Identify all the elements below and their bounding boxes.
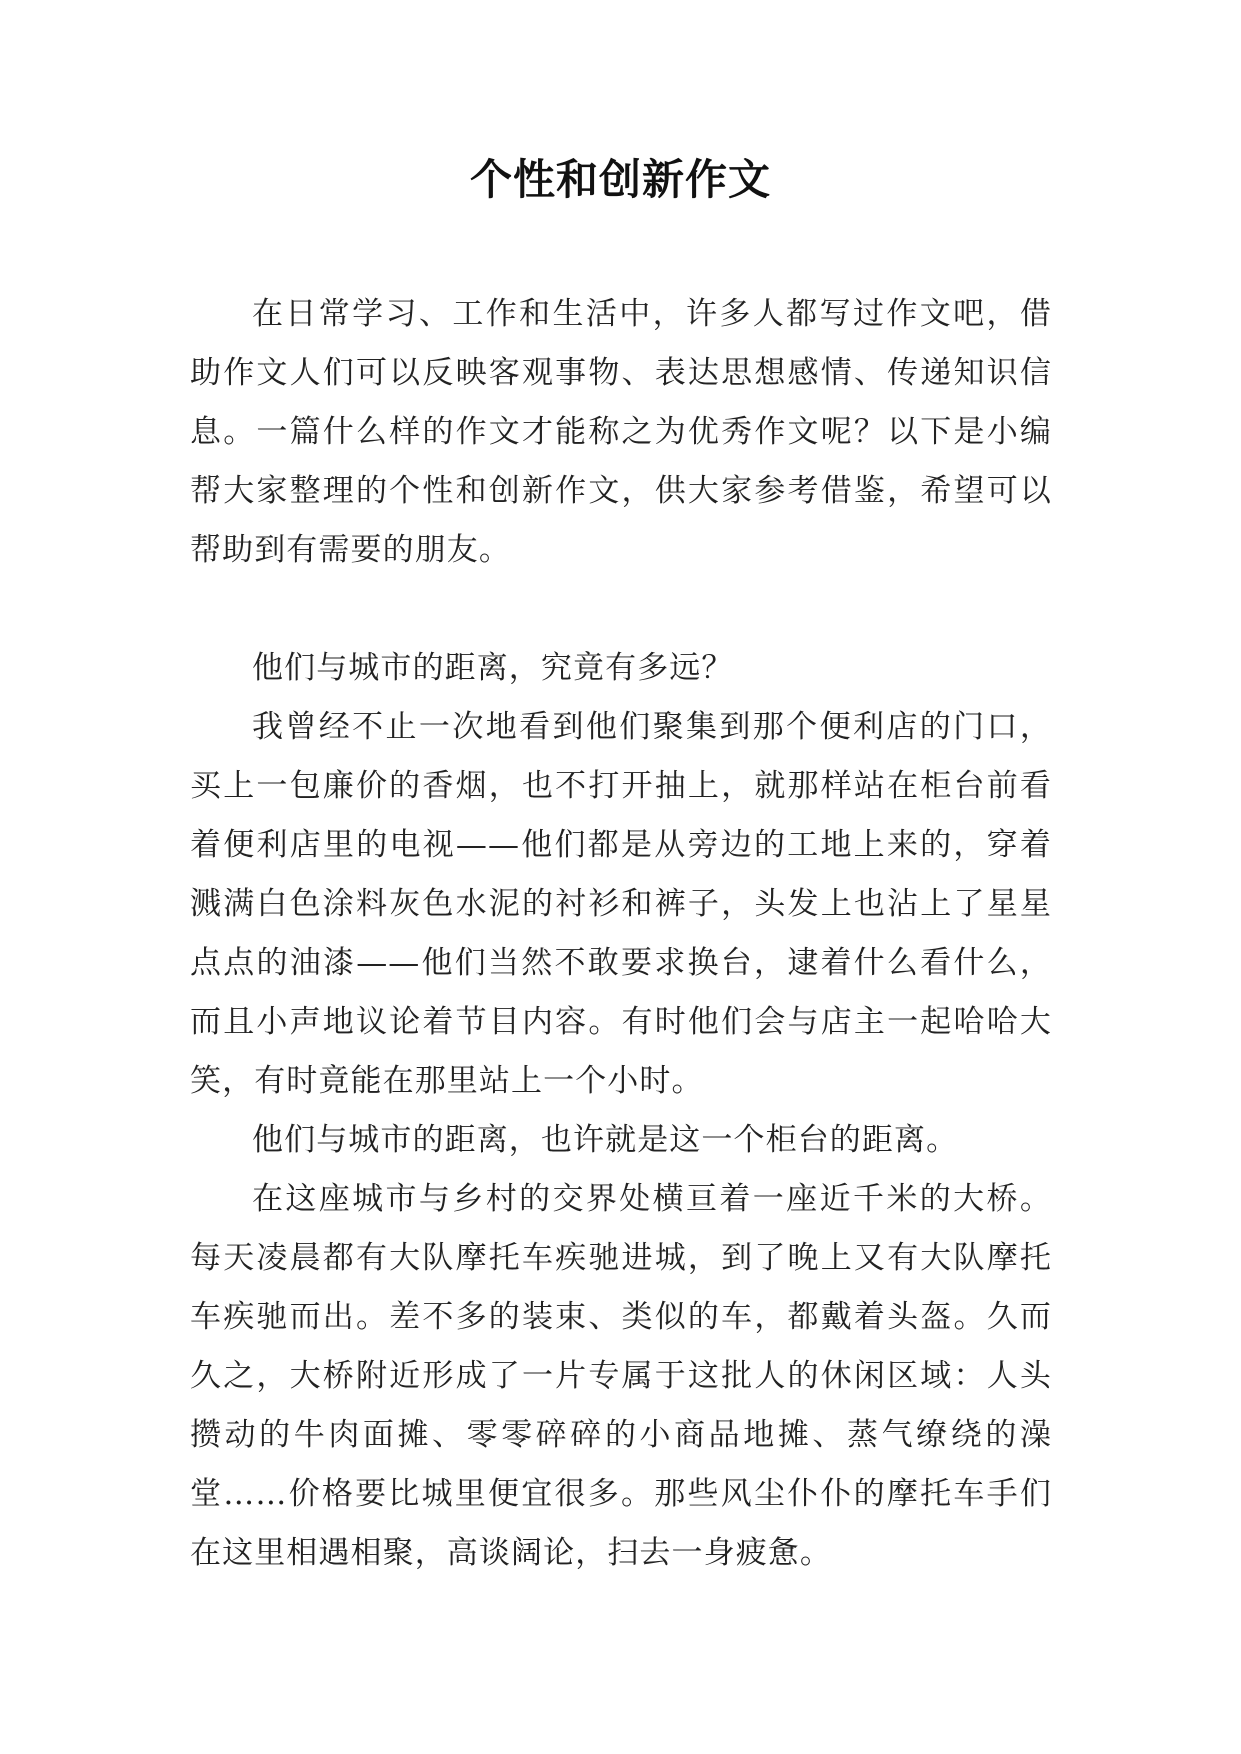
paragraph-question: 他们与城市的距离，究竟有多远？ (252, 650, 734, 686)
document-title: 个性和创新作文 (469, 155, 771, 204)
intro-paragraph: 在日常学习、工作和生活中，许多人都写过作文吧，借助作文人们可以反映客观事物、表达思想感情、传递知识信息。一篇什么样的作文才能称之为优秀作文呢？以下是小编帮大家整理的个性和创新作文，供大家参考借鉴，希望可以帮助到有需要的朋友。 (190, 296, 1052, 568)
paragraph-convenience-store: 我曾经不止一次地看到他们聚集到那个便利店的门口，买上一包廉价的香烟，也不打开抽上，就那样站在柜台前看着便利店里的电视——他们都是从旁边的工地上来的，穿着溅满白色涂料灰色水泥的衬衫和裤子，头发上也沾上了星星点点的油漆——他们当然不敢要求换台，逮着什么看什么，而且小声地议论着节目内容。有时他们会与店主一起哈哈大笑，有时竟能在那里站上一个小时。 (190, 709, 1052, 1099)
paragraph-counter-distance: 他们与城市的距离，也许就是这一个柜台的距离。 (252, 1122, 959, 1158)
paragraph-gap (190, 580, 1052, 639)
paragraph-bridge: 在这座城市与乡村的交界处横亘着一座近千米的大桥。每天凌晨都有大队摩托车疾驰进城，到了晚上又有大队摩托车疾驰而出。差不多的装束、类似的车，都戴着头盔。久而久之，大桥附近形成了一片专属于这批人的休闲区域：人头攒动的牛肉面摊、零零碎碎的小商品地摊、蒸气缭绕的澡堂……价格要比城里便宜很多。那些风尘仆仆的摩托车手们在这里相遇相聚，高谈阔论，扫去一身疲惫。 (190, 1181, 1052, 1571)
document-body (190, 285, 1052, 1583)
